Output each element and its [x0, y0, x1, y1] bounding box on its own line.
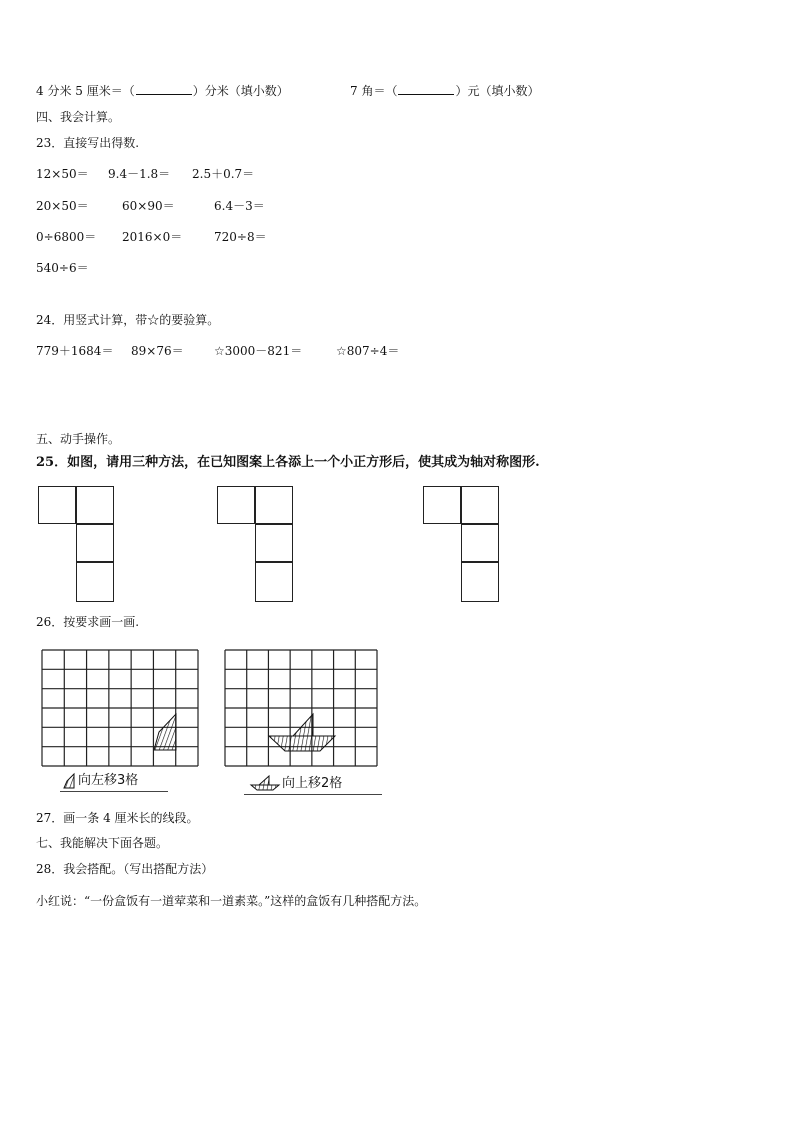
q26-caption-left: 向左移3格: [78, 773, 139, 788]
q23-r3-c3: 720÷8＝: [214, 230, 267, 244]
q25-figure-2[interactable]: [217, 486, 295, 602]
sail-shape: [154, 714, 176, 750]
figure-square: [255, 562, 293, 602]
q28-title: 28．我会搭配。（写出搭配方法）: [36, 862, 214, 876]
q27-title: 27．画一条 4 厘米长的线段。: [36, 811, 199, 825]
figure-square: [461, 562, 499, 602]
boat-shape: [269, 736, 335, 751]
figure-square: [461, 486, 499, 524]
q23-title: 23．直接写出得数.: [36, 136, 140, 150]
q24-item-2: 89×76＝: [131, 344, 184, 358]
q24-item-1: 779＋1684＝: [36, 344, 114, 358]
caption-underline: [60, 791, 168, 792]
q24-item-4: ☆807÷4＝: [336, 344, 400, 358]
conversion-line-2: [350, 83, 539, 99]
q26-title: 26．按要求画一画.: [36, 615, 140, 629]
figure-square: [76, 486, 114, 524]
q26-grid-left[interactable]: [42, 650, 200, 768]
section-5-heading: 五、动手操作。: [36, 432, 121, 446]
caption-sail-icon: [62, 773, 78, 789]
conversion-q2-suffix: ）元（填小数）: [455, 84, 540, 98]
caption-underline: [244, 794, 382, 795]
conversion-q2-prefix: 7 角＝（: [350, 84, 398, 98]
q26-caption-right: 向上移2格: [282, 776, 343, 791]
q26-grid-right[interactable]: [225, 650, 379, 768]
q23-r1-c1: 12×50＝: [36, 167, 89, 181]
q25-figure-1[interactable]: [38, 486, 116, 602]
answer-blank-2[interactable]: [398, 83, 454, 95]
figure-square: [76, 524, 114, 562]
q23-r1-c3: 2.5＋0.7＝: [192, 167, 255, 181]
figure-square: [217, 486, 255, 524]
section-4-heading: 四、我会计算。: [36, 110, 121, 124]
section-7-heading: 七、我能解决下面各题。: [36, 836, 169, 850]
q23-r3-c2: 2016×0＝: [122, 230, 183, 244]
q25-figure-3[interactable]: [423, 486, 501, 602]
conversion-q1-suffix: ）分米（填小数）: [192, 84, 289, 98]
q25-title: 25．如图，请用三种方法，在已知图案上各添上一个小正方形后，使其成为轴对称图形.: [36, 455, 540, 470]
figure-square: [423, 486, 461, 524]
q23-r1-c2: 9.4－1.8＝: [108, 167, 171, 181]
conversion-q1-prefix: 4 分米 5 厘米＝（: [36, 84, 135, 98]
q24-item-3: ☆3000－821＝: [214, 344, 303, 358]
figure-square: [38, 486, 76, 524]
boat-sail-shape: [293, 714, 313, 736]
q23-r4-c1: 540÷6＝: [36, 261, 89, 275]
conversion-line-1: [36, 83, 289, 99]
q24-title: 24．用竖式计算，带☆的要验算。: [36, 313, 220, 327]
answer-blank-1[interactable]: [136, 83, 192, 95]
q23-r3-c1: 0÷6800＝: [36, 230, 97, 244]
q23-r2-c1: 20×50＝: [36, 199, 89, 213]
figure-square: [76, 562, 114, 602]
q28-text: 小红说：“一份盒饭有一道荤菜和一道素菜。”这样的盒饭有几种搭配方法。: [36, 894, 427, 908]
q23-r2-c2: 60×90＝: [122, 199, 175, 213]
figure-square: [461, 524, 499, 562]
caption-boat-icon: [249, 775, 281, 791]
figure-square: [255, 486, 293, 524]
q23-r2-c3: 6.4－3＝: [214, 199, 265, 213]
figure-square: [255, 524, 293, 562]
